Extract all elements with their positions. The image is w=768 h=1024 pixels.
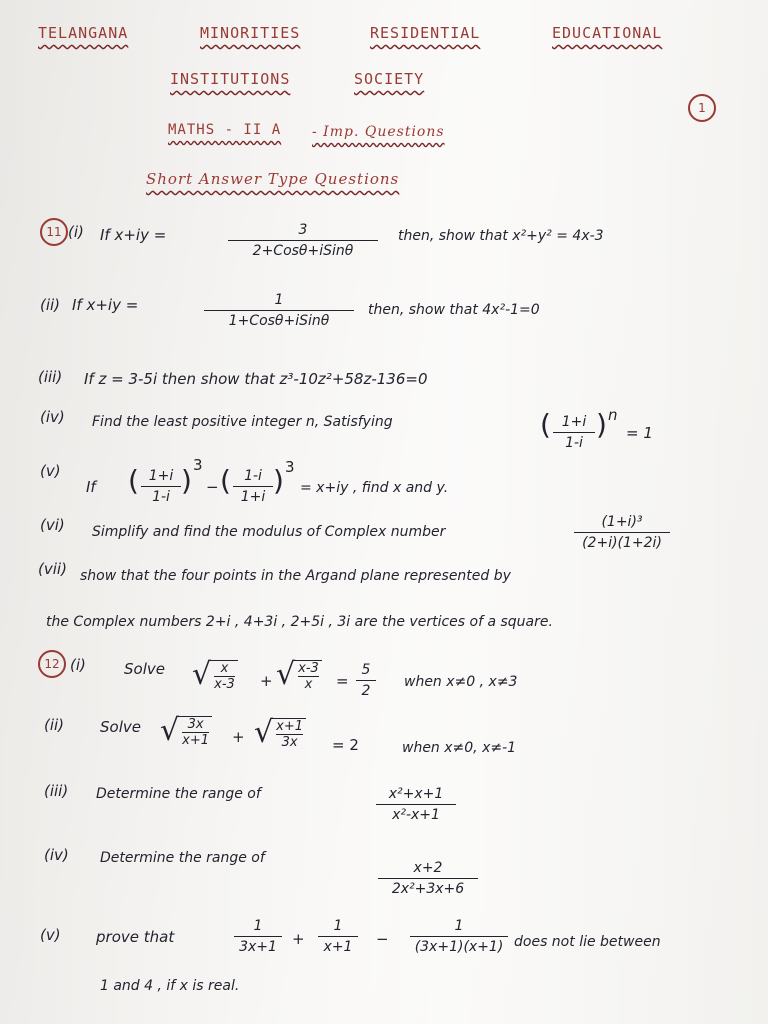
q12-v-label: (v) (40, 926, 61, 944)
fraction-denominator: (2+i)(1+2i) (582, 535, 662, 551)
fraction-denominator: (3x+1)(x+1) (414, 939, 504, 955)
radicand-denominator: x+1 (182, 733, 209, 748)
q12-v-fraction-2 (318, 918, 358, 955)
fraction-denominator: x+1 (323, 939, 353, 955)
q12-v-fraction-3 (410, 918, 508, 955)
q11-ii-label: (ii) (40, 296, 61, 314)
fraction-numerator: x+2 (413, 860, 443, 876)
fraction-numerator: 1 (274, 292, 284, 308)
question-number-badge (40, 218, 68, 246)
q12-ii-radical-2: √ x+1 3x (254, 718, 306, 750)
q11-v-paren-close-2: ) (273, 464, 284, 497)
q12-iv-fraction (378, 860, 478, 897)
q12-i-radical-2: √ x-3 x (276, 660, 322, 692)
q11-v-label: (v) (40, 462, 61, 480)
q11-iv-label: (iv) (40, 408, 65, 426)
q12-v-line2: 1 and 4 , if x is real. (100, 978, 240, 994)
fraction-numerator: 1 (253, 918, 263, 934)
radicand-denominator: x (304, 677, 313, 692)
radicand-numerator: 3x (187, 717, 204, 732)
q11-iv-rhs: = 1 (626, 424, 653, 442)
page-number-badge (688, 94, 716, 122)
q11-i-rhs: then, show that x²+y² = 4x-3 (398, 228, 604, 244)
header-word: TELANGANA (38, 24, 129, 42)
q12-i-condition: when x≠0 , x≠3 (404, 674, 518, 690)
fraction-numerator: 1+i (561, 414, 587, 430)
radicand-numerator: x-3 (298, 661, 319, 676)
q11-v-rhs: = x+iy , find x and y. (300, 480, 449, 496)
q11-vi-fraction (574, 514, 670, 551)
fraction-numerator: x²+x+1 (388, 786, 444, 802)
q12-ii-radical-1: √ 3x x+1 (160, 716, 212, 748)
q12-ii-condition: when x≠0, x≠-1 (402, 740, 517, 756)
fraction-numerator: 3 (298, 222, 308, 238)
q11-iii-label: (iii) (38, 368, 63, 386)
q11-iv-paren-close: ) (596, 408, 607, 441)
fraction-denominator: 1-i (152, 489, 170, 505)
q11-vii-line1: show that the four points in the Argand plane represented by (80, 568, 511, 584)
q11-iv-exponent: n (608, 406, 618, 424)
question-number: 11 (46, 225, 62, 239)
fraction-numerator: 5 (361, 662, 371, 678)
q12-v-fraction-1 (234, 918, 282, 955)
q11-vi-label: (vi) (40, 516, 65, 534)
q11-i-fraction (228, 222, 378, 259)
header-word: MINORITIES (200, 24, 301, 42)
q11-v-fraction-2 (233, 468, 273, 505)
fraction-denominator: 3x+1 (239, 939, 277, 955)
header-word: SOCIETY (354, 70, 425, 88)
q12-ii-label: (ii) (44, 716, 65, 734)
q11-v-paren-open-2: ( (220, 464, 231, 497)
fraction-numerator: 1+i (148, 468, 174, 484)
fraction-denominator: 2 (361, 683, 371, 699)
q12-v-prove: prove that (96, 928, 175, 946)
header-word: RESIDENTIAL (370, 24, 481, 42)
radicand-denominator: 3x (281, 735, 298, 750)
q12-i-solve: Solve (124, 660, 165, 678)
q12-iv-label: (iv) (44, 846, 69, 864)
page-number: 1 (698, 101, 706, 115)
q11-vi-text: Simplify and find the modulus of Complex number (92, 524, 446, 540)
q11-i-label: (i) (68, 223, 84, 241)
subject-title: MATHS - II A (168, 122, 282, 138)
fraction-denominator: x²-x+1 (392, 807, 440, 823)
q12-i-equals: = (336, 672, 349, 690)
fraction-denominator: 2+Cosθ+iSinθ (252, 243, 354, 259)
q12-ii-rhs: = 2 (332, 736, 359, 754)
q12-iii-text: Determine the range of (96, 786, 261, 802)
q11-ii-fraction (204, 292, 354, 329)
radicand-denominator: x-3 (214, 677, 235, 692)
q12-v-plus: + (292, 930, 305, 948)
q11-v-minus: − (206, 478, 219, 496)
fraction-numerator: 1 (454, 918, 464, 934)
q12-iii-fraction (376, 786, 456, 823)
fraction-denominator: 1-i (565, 435, 583, 451)
q11-ii-rhs: then, show that 4x²-1=0 (368, 302, 540, 318)
fraction-denominator: 1+Cosθ+iSinθ (228, 313, 330, 329)
q12-v-tail: does not lie between (514, 934, 661, 950)
q12-v-minus: − (376, 930, 389, 948)
q11-v-exponent-1: 3 (193, 456, 203, 474)
fraction-denominator: 1+i (240, 489, 266, 505)
header-word: INSTITUTIONS (170, 70, 291, 88)
q11-vii-label: (vii) (38, 560, 67, 578)
q12-i-rhs-fraction (356, 662, 376, 699)
q12-iii-label: (iii) (44, 782, 69, 800)
radicand-numerator: x (220, 661, 229, 676)
q11-iii-text: If z = 3-5i then show that z³-10z²+58z-136=0 (84, 370, 428, 388)
q11-iv-paren-open: ( (540, 408, 551, 441)
q12-ii-plus: + (232, 728, 245, 746)
fraction-denominator: 2x²+3x+6 (391, 881, 465, 897)
fraction-numerator: 1-i (244, 468, 262, 484)
fraction-numerator: (1+i)³ (601, 514, 643, 530)
q11-v-if: If (86, 478, 96, 496)
q12-i-radical-1: √ x x-3 (192, 660, 238, 692)
q11-v-paren-close-1: ) (181, 464, 192, 497)
q12-iv-text: Determine the range of (100, 850, 265, 866)
q11-v-exponent-2: 3 (285, 458, 295, 476)
question-number-badge (38, 650, 66, 678)
q11-iv-text: Find the least positive integer n, Satisfying (92, 414, 393, 430)
q11-i-lhs: If x+iy = (100, 226, 167, 244)
q12-ii-solve: Solve (100, 718, 141, 736)
header-word: EDUCATIONAL (552, 24, 663, 42)
q12-i-plus: + (260, 672, 273, 690)
q11-vii-line2: the Complex numbers 2+i , 4+3i , 2+5i , 3i are the vertices of a square. (46, 614, 553, 630)
fraction-numerator: 1 (333, 918, 343, 934)
q11-v-fraction-1 (141, 468, 181, 505)
q12-i-label: (i) (70, 656, 86, 674)
q11-ii-lhs: If x+iy = (72, 296, 139, 314)
section-title: Short Answer Type Questions (146, 170, 400, 188)
subject-note: - Imp. Questions (312, 124, 445, 140)
radicand-numerator: x+1 (276, 719, 303, 734)
question-number: 12 (44, 657, 60, 671)
q11-iv-fraction (553, 414, 595, 451)
q11-v-paren-open-1: ( (128, 464, 139, 497)
